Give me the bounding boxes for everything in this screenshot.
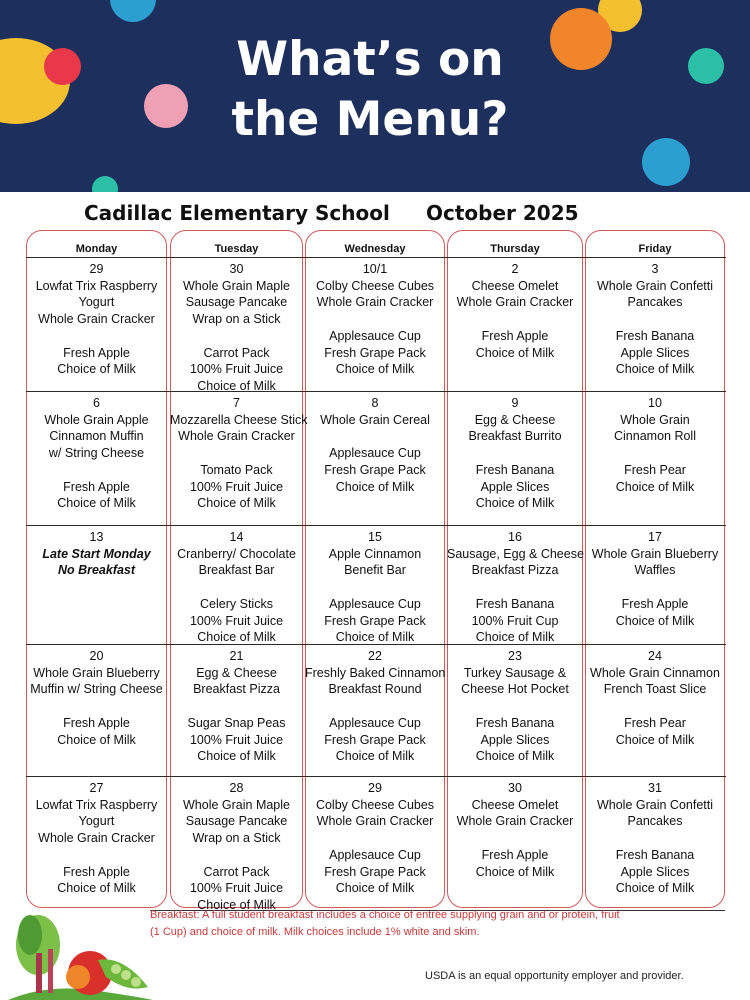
menu-item-line: Choice of Milk bbox=[197, 378, 276, 393]
menu-item-line: Whole Grain Cinnamon bbox=[590, 665, 720, 680]
menu-item-line: Fresh Banana bbox=[475, 596, 555, 611]
decorative-dot-blue bbox=[110, 0, 156, 22]
day-header-wednesday: Wednesday bbox=[344, 243, 406, 255]
menu-item-line: Fresh Apple bbox=[63, 479, 130, 494]
menu-item-line: Fresh Grape Pack bbox=[324, 864, 426, 879]
menu-item-line: Sausage Pancake bbox=[185, 814, 288, 829]
decorative-dot-teal bbox=[92, 176, 118, 192]
menu-item-line bbox=[447, 311, 583, 328]
menu-item-line: Cinnamon Roll bbox=[614, 429, 696, 444]
menu-cell-wednesday bbox=[305, 257, 445, 391]
menu-item-line bbox=[305, 311, 445, 328]
usda-statement: USDA is an equal opportunity employer and provider. bbox=[425, 970, 684, 982]
menu-item-line: Choice of Milk bbox=[615, 479, 695, 494]
menu-item-line: Fresh Grape Pack bbox=[324, 613, 426, 628]
menu-cell-friday bbox=[585, 525, 725, 644]
school-name: Cadillac Elementary School bbox=[84, 201, 390, 225]
menu-item-line bbox=[447, 445, 583, 462]
menu-item-line: Freshly Baked Cinnamon bbox=[305, 665, 446, 680]
menu-item-line: Fresh Banana bbox=[475, 462, 555, 477]
menu-item-line: Choice of Milk bbox=[57, 881, 136, 896]
menu-item-line bbox=[26, 847, 167, 864]
menu-item-line: Cranberry/ Chocolate bbox=[177, 546, 296, 561]
menu-item-line: Whole Grain Cracker bbox=[316, 295, 434, 310]
menu-item-line: Whole Grain Apple bbox=[44, 412, 149, 427]
menu-item-line: Fresh Banana bbox=[615, 328, 695, 343]
menu-item-line: Whole Grain Maple bbox=[183, 797, 290, 812]
menu-item-line: Breakfast Bar bbox=[198, 563, 275, 578]
menu-item-line bbox=[447, 698, 583, 715]
menu-item-line: Fresh Apple bbox=[621, 596, 689, 611]
date-number: 7 bbox=[233, 396, 240, 410]
menu-cell-tuesday bbox=[170, 644, 303, 776]
date-number: 30 bbox=[508, 781, 522, 795]
menu-item-line: Apple Slices bbox=[620, 864, 690, 879]
menu-item-line: Cheese Omelet bbox=[471, 278, 559, 293]
menu-item-line: Breakfast Pizza bbox=[193, 682, 280, 697]
menu-item-line: Whole Grain Confetti bbox=[596, 797, 714, 812]
menu-item-line: Muffin w/ String Cheese bbox=[30, 682, 163, 697]
menu-item-line bbox=[305, 830, 445, 847]
menu-item-line: Choice of Milk bbox=[615, 613, 695, 628]
menu-item-line: Benefit Bar bbox=[344, 563, 406, 578]
menu-item-line bbox=[585, 445, 725, 462]
menu-cell-thursday bbox=[447, 776, 583, 908]
menu-item-line: Fresh Apple bbox=[63, 345, 130, 360]
menu-item-line: Fresh Apple bbox=[63, 715, 130, 730]
menu-item-line: Choice of Milk bbox=[615, 881, 695, 896]
menu-item-line: Applesauce Cup bbox=[329, 847, 421, 862]
date-number: 3 bbox=[651, 262, 659, 276]
menu-item-line: Apple Slices bbox=[480, 732, 550, 747]
menu-item-line: Choice of Milk bbox=[335, 881, 415, 896]
menu-item-line: Lowfat Trix Raspberry bbox=[35, 797, 158, 812]
menu-item-line: Applesauce Cup bbox=[329, 715, 421, 730]
menu-item-line bbox=[170, 579, 303, 596]
menu-item-line: Choice of Milk bbox=[335, 479, 415, 494]
menu-item-line: Turkey Sausage & bbox=[463, 665, 567, 680]
menu-cell-monday bbox=[26, 644, 167, 776]
menu-cell-monday bbox=[26, 391, 167, 525]
date-number: 2 bbox=[511, 262, 519, 276]
menu-item-line: Fresh Apple bbox=[481, 328, 549, 343]
menu-item-line: Choice of Milk bbox=[197, 496, 276, 511]
menu-item-line: No Breakfast bbox=[57, 563, 136, 578]
menu-item-line: Pancakes bbox=[627, 295, 683, 310]
menu-item-line: Choice of Milk bbox=[475, 864, 555, 879]
menu-item-line bbox=[170, 847, 303, 864]
date-number: 22 bbox=[368, 649, 382, 663]
date-number: 27 bbox=[89, 781, 104, 795]
menu-item-line: Apple Slices bbox=[620, 345, 690, 360]
menu-item-line: 100% Fruit Juice bbox=[189, 362, 284, 377]
menu-item-line: Choice of Milk bbox=[197, 897, 276, 912]
date-number: 6 bbox=[93, 396, 100, 410]
menu-item-line: French Toast Slice bbox=[603, 682, 707, 697]
menu-item-line: Cheese Omelet bbox=[471, 797, 559, 812]
decorative-dot-teal-right bbox=[688, 48, 724, 84]
menu-item-line: Yogurt bbox=[78, 814, 115, 829]
menu-item-line: Choice of Milk bbox=[475, 345, 555, 360]
date-number: 31 bbox=[648, 781, 662, 795]
date-number: 10/1 bbox=[362, 262, 388, 276]
menu-item-line: Choice of Milk bbox=[197, 749, 276, 764]
date-number: 16 bbox=[508, 530, 522, 544]
menu-item-line: Choice of Milk bbox=[335, 630, 415, 645]
menu-item-line: Fresh Pear bbox=[624, 715, 686, 730]
menu-item-line: Colby Cheese Cubes bbox=[315, 278, 435, 293]
month-label: October 2025 bbox=[426, 201, 579, 225]
menu-item-line: Fresh Banana bbox=[475, 715, 555, 730]
menu-cell-tuesday bbox=[170, 391, 308, 525]
menu-item-line: Tomato Pack bbox=[200, 462, 273, 477]
menu-item-line: Breakfast Round bbox=[328, 682, 422, 697]
breakfast-note-line-2: (1 Cup) and choice of milk. Milk choices include 1% white and skim. bbox=[150, 926, 480, 938]
menu-item-line: Colby Cheese Cubes bbox=[315, 797, 435, 812]
menu-item-line: Whole Grain Cracker bbox=[38, 831, 155, 846]
menu-cell-thursday bbox=[447, 525, 583, 644]
menu-item-line bbox=[26, 698, 167, 715]
menu-item-line: 100% Fruit Cup bbox=[471, 613, 559, 628]
decorative-dot-orange bbox=[550, 8, 612, 70]
menu-item-line bbox=[447, 579, 583, 596]
menu-cell-wednesday bbox=[305, 644, 445, 776]
menu-item-line: Fresh Grape Pack bbox=[324, 345, 426, 360]
menu-cell-friday bbox=[585, 391, 725, 525]
menu-cell-wednesday bbox=[305, 525, 445, 644]
menu-cell-monday bbox=[26, 776, 167, 908]
menu-cell-tuesday bbox=[170, 525, 303, 644]
menu-item-line: Breakfast Burrito bbox=[468, 429, 562, 444]
menu-item-line: Whole Grain Cereal bbox=[320, 412, 430, 427]
date-number: 29 bbox=[89, 262, 104, 276]
menu-item-line bbox=[305, 698, 445, 715]
menu-item-line: Pancakes bbox=[627, 814, 683, 829]
menu-item-line: Egg & Cheese bbox=[474, 412, 556, 427]
menu-cell-monday bbox=[26, 525, 167, 644]
menu-item-line: Carrot Pack bbox=[203, 345, 270, 360]
menu-item-line bbox=[170, 445, 303, 462]
date-number: 9 bbox=[511, 396, 519, 410]
menu-item-line: Yogurt bbox=[78, 295, 115, 310]
menu-item-line: Choice of Milk bbox=[197, 630, 276, 645]
menu-banner bbox=[0, 0, 750, 192]
menu-item-line: Cheese Hot Pocket bbox=[461, 682, 569, 697]
menu-item-line: Fresh Apple bbox=[63, 864, 130, 879]
menu-cell-thursday bbox=[447, 391, 583, 525]
menu-item-line: Fresh Grape Pack bbox=[324, 732, 426, 747]
decorative-dot-pink bbox=[144, 84, 188, 128]
menu-item-line bbox=[26, 462, 167, 479]
title-line-1: What’s on bbox=[236, 32, 504, 87]
menu-item-line: Egg & Cheese bbox=[196, 665, 277, 680]
menu-item-line: Apple Cinnamon bbox=[328, 546, 422, 561]
menu-item-line: Breakfast Pizza bbox=[471, 563, 559, 578]
menu-cell-wednesday bbox=[305, 776, 445, 908]
page-title bbox=[205, 30, 535, 150]
menu-item-line: Choice of Milk bbox=[335, 362, 415, 377]
menu-cell-thursday bbox=[447, 644, 583, 776]
menu-item-line: Whole Grain Cracker bbox=[316, 814, 434, 829]
menu-item-line: Mozzarella Cheese Stick bbox=[170, 412, 308, 427]
day-header-monday: Monday bbox=[75, 243, 118, 255]
date-number: 15 bbox=[368, 530, 382, 544]
breakfast-note-line-1: Breakfast: A full student breakfast includes a choice of entrée supplying grain and or protein, fruit bbox=[150, 909, 620, 921]
menu-item-line: Apple Slices bbox=[480, 479, 550, 494]
date-number: 30 bbox=[229, 262, 244, 276]
menu-item-line: Choice of Milk bbox=[615, 362, 695, 377]
menu-item-line: Applesauce Cup bbox=[329, 446, 421, 461]
menu-item-line: 100% Fruit Juice bbox=[189, 479, 284, 494]
menu-item-line: Applesauce Cup bbox=[329, 328, 421, 343]
menu-item-line: Whole Grain Maple bbox=[183, 278, 290, 293]
breakfast-note bbox=[150, 907, 725, 941]
menu-item-line: Celery Sticks bbox=[200, 596, 273, 611]
menu-item-line: Waffles bbox=[634, 563, 676, 578]
date-number: 20 bbox=[89, 649, 104, 663]
menu-item-line bbox=[26, 328, 167, 345]
menu-item-line: Whole Grain bbox=[620, 412, 690, 427]
date-number: 8 bbox=[371, 396, 379, 410]
menu-item-line: Fresh Pear bbox=[624, 462, 686, 477]
date-number: 21 bbox=[229, 649, 244, 663]
date-number: 10 bbox=[648, 396, 662, 410]
menu-item-line: Wrap on a Stick bbox=[192, 831, 281, 846]
date-number: 14 bbox=[229, 530, 244, 544]
menu-item-line bbox=[170, 328, 303, 345]
menu-item-line: Lowfat Trix Raspberry bbox=[35, 278, 158, 293]
menu-item-line: Wrap on a Stick bbox=[192, 312, 281, 327]
menu-item-line: Late Start Monday bbox=[42, 546, 151, 561]
menu-item-line: Sausage, Egg & Cheese bbox=[447, 546, 584, 561]
menu-item-line bbox=[305, 428, 445, 445]
menu-cell-thursday bbox=[447, 257, 583, 391]
menu-item-line: Whole Grain Blueberry bbox=[33, 665, 160, 680]
date-number: 23 bbox=[508, 649, 522, 663]
menu-item-line: Fresh Grape Pack bbox=[324, 462, 426, 477]
menu-item-line: Whole Grain Blueberry bbox=[591, 546, 719, 561]
menu-item-line: Choice of Milk bbox=[57, 496, 136, 511]
day-header-friday: Friday bbox=[638, 243, 672, 255]
menu-item-line: Carrot Pack bbox=[203, 864, 270, 879]
date-number: 24 bbox=[648, 649, 662, 663]
menu-item-line: Choice of Milk bbox=[475, 496, 555, 511]
menu-item-line bbox=[447, 830, 583, 847]
menu-cell-friday bbox=[585, 776, 725, 908]
menu-item-line: Whole Grain Cracker bbox=[38, 312, 155, 327]
menu-item-line: 100% Fruit Juice bbox=[189, 881, 284, 896]
menu-cell-tuesday bbox=[170, 776, 303, 912]
menu-item-line bbox=[585, 830, 725, 847]
menu-item-line: Sausage Pancake bbox=[185, 295, 288, 310]
date-number: 28 bbox=[229, 781, 244, 795]
day-header-thursday: Thursday bbox=[490, 243, 540, 255]
date-number: 29 bbox=[368, 781, 382, 795]
menu-item-line: Fresh Apple bbox=[481, 847, 549, 862]
menu-item-line bbox=[585, 698, 725, 715]
menu-cell-friday bbox=[585, 644, 725, 776]
menu-item-line: Fresh Banana bbox=[615, 847, 695, 862]
menu-item-line: Choice of Milk bbox=[57, 732, 136, 747]
menu-item-line: Whole Grain Cracker bbox=[456, 814, 574, 829]
menu-item-line: Choice of Milk bbox=[475, 630, 555, 645]
menu-item-line: Applesauce Cup bbox=[329, 596, 421, 611]
decorative-dot-blue-right bbox=[642, 138, 690, 186]
menu-item-line: Choice of Milk bbox=[335, 749, 415, 764]
menu-item-line: Whole Grain Confetti bbox=[596, 278, 714, 293]
menu-item-line: Cinnamon Muffin bbox=[49, 429, 144, 444]
day-header-tuesday: Tuesday bbox=[214, 243, 259, 255]
menu-cell-monday bbox=[26, 257, 167, 391]
vegetables-illustration-icon bbox=[8, 905, 153, 1000]
menu-item-line bbox=[585, 311, 725, 328]
menu-item-line: Choice of Milk bbox=[615, 732, 695, 747]
menu-item-line bbox=[170, 698, 303, 715]
title-line-2: the Menu? bbox=[231, 92, 509, 147]
menu-item-line: Choice of Milk bbox=[475, 749, 555, 764]
menu-item-line: Choice of Milk bbox=[57, 362, 136, 377]
menu-cell-tuesday bbox=[170, 257, 303, 391]
menu-item-line: Sugar Snap Peas bbox=[187, 715, 286, 730]
menu-item-line bbox=[585, 579, 725, 596]
menu-cell-friday bbox=[585, 257, 725, 391]
decorative-dot-red bbox=[44, 48, 81, 85]
date-number: 13 bbox=[89, 530, 104, 544]
menu-item-line: Whole Grain Cracker bbox=[178, 429, 295, 444]
menu-item-line bbox=[305, 579, 445, 596]
menu-item-line: 100% Fruit Juice bbox=[189, 732, 284, 747]
menu-item-line: 100% Fruit Juice bbox=[189, 613, 284, 628]
menu-item-line: Whole Grain Cracker bbox=[456, 295, 574, 310]
menu-item-line: w/ String Cheese bbox=[48, 446, 145, 461]
date-number: 17 bbox=[648, 530, 662, 544]
menu-cell-wednesday bbox=[305, 391, 445, 525]
